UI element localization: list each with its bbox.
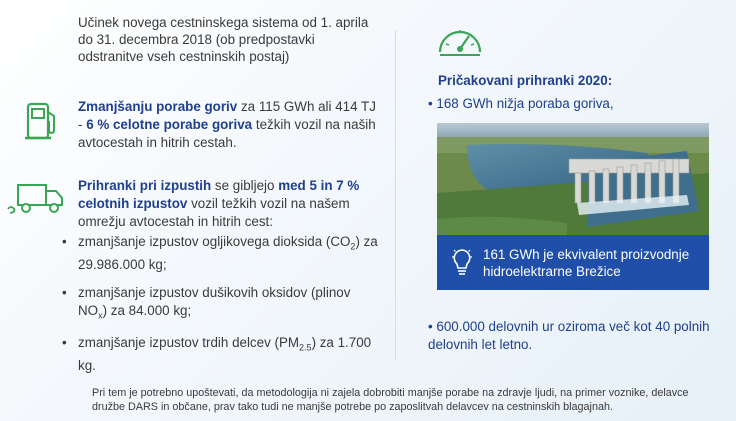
- fuel-savings-text: Zmanjšanju porabe goriv za 115 GWh ali 414 TJ - 6 % celotne porabe goriva težkih vozil na naših avtocestah in hitrih cestah.: [78, 99, 376, 150]
- emission-savings-text: Prihranki pri izpustih se gibljejo med 5 in 7 % celotnih izpustov vozil težkih vozil na našem omrežju avtocestah in hitrih cest:: [78, 178, 360, 229]
- list-item: • zmanjšanje izpustov ogljikovega dioksida $(CO_2)$ za 29.986.000 kg;: [60, 233, 380, 274]
- lightbulb-icon: [451, 248, 473, 276]
- hydro-plant-photo: [437, 123, 709, 235]
- footnote: Pri tem je potrebno upoštevati, da metodologija ni zajela dobrobiti manjše porabe na zdravje ljudi, na primer voznike, delavce družbe DARS in občane, prav tako tudi ne manjše potrebe po zaposlitvah delavcev na cestninskih blagajnah.: [92, 387, 689, 413]
- intro-text: Učinek novega cestninskega sistema od 1. aprila do 31. decembra 2018 (ob predpostavki odstranitve vseh cestninskih postaj): [78, 15, 369, 64]
- equivalence-banner: [437, 235, 709, 290]
- fuel-pump-icon: [22, 100, 62, 142]
- expected-savings-title: Pričakovani prihranki 2020:: [438, 73, 613, 88]
- banner-text: 161 GWh je ekvivalent proizvodnje hidroelektrarne Brežice: [483, 247, 690, 279]
- list-item: • zmanjšanje izpustov trdih delcev $(PM_{2.5})$ za 1.700 kg.: [60, 334, 380, 375]
- gauge-icon: [436, 22, 484, 62]
- work-hours-savings: • 600.000 delovnih ur oziroma več kot 40 polnih delovnih let letno.: [428, 319, 710, 352]
- emission-bullet-list: [60, 233, 380, 385]
- column-divider: [395, 30, 396, 360]
- truck-icon: [6, 181, 66, 217]
- list-item: • zmanjšanje izpustov dušikovih oksidov (plinov $NO_x$) za 84.000 kg;: [60, 284, 380, 325]
- fuel-savings-2020: • 168 GWh nižja poraba goriva,: [428, 96, 614, 111]
